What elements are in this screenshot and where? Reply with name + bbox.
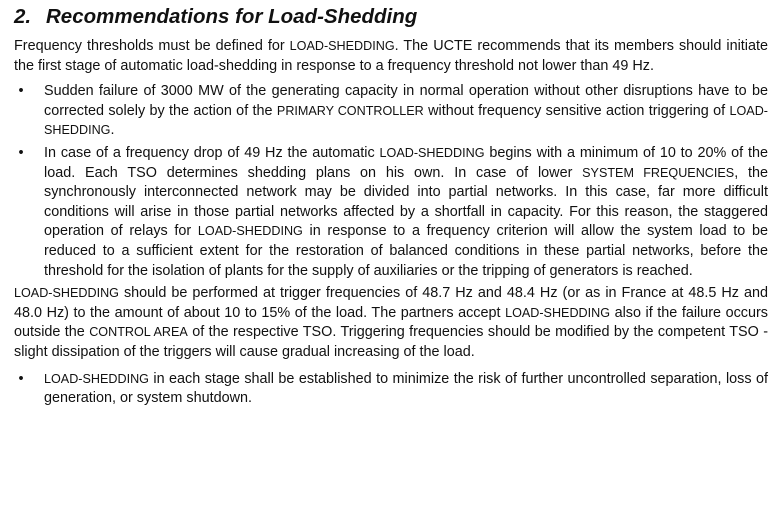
bullet-marker: • bbox=[18, 83, 24, 100]
text-run: also if the failure occurs outside the bbox=[14, 304, 768, 341]
text-run: of the respective TSO. Triggering frequencies should be modified by the competent TSO - slight dissipation of the triggers will cause gradual increasing of the load. bbox=[14, 324, 768, 360]
text-run: should be performed at trigger frequencies of 48.7 Hz and 48.4 Hz (or as in France at 48.5 Hz and 48.0 Hz) to the amount of about 10 to 15% of the load. The partners accept bbox=[14, 285, 768, 321]
text-run: In case of a frequency drop of 49 Hz the automatic bbox=[44, 144, 380, 161]
list-item bbox=[14, 82, 768, 141]
text-run: . The UCTE recommends that its members should initiate the first stage of automatic load-shedding in response to a frequency threshold not lower than 49 Hz. bbox=[14, 38, 768, 74]
term-load-shedding: LOAD-SHEDDING bbox=[44, 103, 768, 138]
text-run: in response to a frequency criterion will allow the system load to be reduced to a sufficient extent for the restoration of balanced conditions in these partial networks, before the threshold for the isolation of plants for the supply of auxiliaries or the tripping of generators is reached. bbox=[44, 223, 768, 279]
section-heading bbox=[14, 4, 768, 30]
term-system-frequencies: SYSTEM FREQUENCIES bbox=[582, 165, 735, 180]
text-run: , the synchronously interconnected network may be divided into partial networks. In this case, far more difficult conditions will arise in those partial networks affected by a shortfall in capacity. For this reason, the staggered operation of relays for bbox=[44, 164, 768, 240]
document-page bbox=[14, 4, 768, 412]
term-load-shedding: LOAD-SHEDDING bbox=[505, 305, 611, 320]
list-item bbox=[14, 370, 768, 409]
term-load-shedding: LOAD-SHEDDING bbox=[14, 286, 119, 301]
text-run: Sudden failure of 3000 MW of the generating capacity in normal operation without other disruptions have to be corrected solely by the action of the bbox=[44, 83, 768, 119]
list-item bbox=[14, 144, 768, 281]
term-control-area: CONTROL AREA bbox=[89, 325, 188, 340]
text-run: in each stage shall be established to minimize the risk of further uncontrolled separation, loss of generation, or system shutdown. bbox=[44, 370, 768, 407]
term-load-shedding: LOAD-SHEDDING bbox=[379, 145, 485, 160]
text-run: . bbox=[110, 122, 115, 139]
intro-paragraph bbox=[14, 37, 768, 76]
text-run: begins with a minimum of 10 to 20% of the load. Each TSO determines shedding plans on his own. In case of lower bbox=[44, 144, 768, 181]
text-run: Frequency thresholds must be defined for bbox=[14, 38, 290, 54]
section-number: 2. bbox=[14, 5, 32, 28]
bullet-list-second bbox=[14, 370, 768, 409]
term-load-shedding: LOAD-SHEDDING bbox=[289, 39, 395, 53]
text-run: without frequency sensitive action triggering of bbox=[423, 102, 730, 119]
bullet-marker: • bbox=[18, 370, 24, 387]
bullet-list-first bbox=[14, 82, 768, 281]
bullet-marker: • bbox=[18, 144, 24, 161]
section-title: Recommendations for Load-Shedding bbox=[46, 5, 418, 28]
term-load-shedding: LOAD-SHEDDING bbox=[44, 371, 149, 386]
load-shedding-paragraph bbox=[14, 284, 768, 362]
term-load-shedding: LOAD-SHEDDING bbox=[197, 224, 303, 239]
term-primary-controller: PRIMARY CONTROLLER bbox=[276, 103, 424, 118]
